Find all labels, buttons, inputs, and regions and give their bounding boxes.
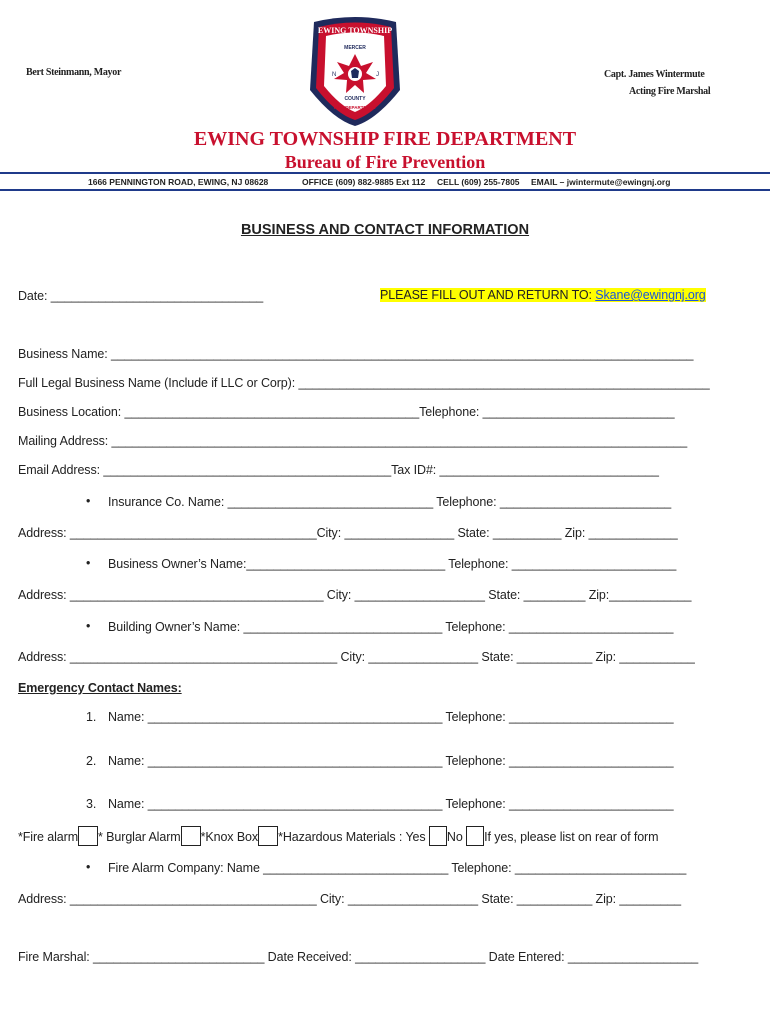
contact-number-1: 1. — [86, 710, 97, 724]
hazmat-no-checkbox[interactable] — [466, 826, 484, 846]
insurance-address-field[interactable]: Address: ____________________________________City: ________________ State: __________ Zip: _____________ — [18, 526, 678, 540]
badge-county2-text: COUNTY — [344, 96, 366, 102]
bullet-building-owner: • — [86, 619, 91, 633]
knox-box-label: *Knox Box — [200, 830, 259, 844]
emergency-contact-1[interactable]: Name: ___________________________________________ Telephone: ________________________ — [108, 710, 674, 724]
hazmat-yes-checkbox[interactable] — [429, 826, 447, 846]
bullet-alarm-company: • — [86, 860, 91, 874]
features-checkbox-row — [18, 826, 658, 846]
mailing-address-field[interactable]: Mailing Address: ____________________________________________________________________________________ — [18, 434, 688, 448]
bullet-insurance: • — [86, 494, 91, 508]
fire-alarm-label: *Fire alarm — [18, 830, 79, 844]
bullet-owner: • — [86, 556, 91, 570]
badge-top-text: EWING TOWNSHIP — [317, 26, 393, 35]
knox-box-checkbox[interactable] — [258, 826, 278, 846]
burglar-alarm-checkbox[interactable] — [181, 826, 201, 846]
return-instruction — [380, 288, 706, 302]
header-rule-bottom — [0, 189, 770, 191]
owner-address-field[interactable]: Address: _____________________________________ City: ___________________ State: _________ Zip:____________ — [18, 588, 692, 602]
burglar-alarm-label: * Burglar Alarm — [98, 830, 181, 844]
instruction-text: PLEASE FILL OUT AND RETURN TO: — [380, 288, 596, 302]
marshal-name: Capt. James Wintermute — [604, 69, 705, 80]
return-email-link[interactable]: Skane@ewingnj.org — [595, 288, 706, 302]
insurance-field[interactable]: Insurance Co. Name: ______________________________ Telephone: _________________________ — [108, 495, 672, 509]
header-rule-top — [0, 172, 770, 174]
building-address-field[interactable]: Address: _______________________________________ City: ________________ State: ___________ Zip: ___________ — [18, 650, 695, 664]
marshal-title: Acting Fire Marshal — [629, 86, 711, 97]
date-field[interactable]: Date: _______________________________ — [18, 289, 264, 303]
hazmat-label: *Hazardous Materials : Yes — [278, 830, 426, 844]
business-location-field[interactable]: Business Location: ___________________________________________Telephone: ____________________________ — [18, 405, 675, 419]
badge-right-letter: J — [376, 72, 379, 78]
email-taxid-field[interactable]: Email Address: __________________________________________Tax ID#: ________________________________ — [18, 463, 659, 477]
department-email: EMAIL – jwintermute@ewingnj.org — [531, 177, 671, 187]
fire-marshal-field[interactable]: Fire Marshal: _________________________ Date Received: ___________________ Date Entered: ___________________ — [18, 950, 699, 964]
legal-name-field[interactable]: Full Legal Business Name (Include if LLC or Corp): ____________________________________________________________ — [18, 376, 710, 390]
emergency-contacts-label: Emergency Contact Names: — [18, 681, 182, 695]
business-owner-field[interactable]: Business Owner’s Name:_____________________________ Telephone: ________________________ — [108, 557, 677, 571]
emergency-contact-3[interactable]: Name: ___________________________________________ Telephone: ________________________ — [108, 797, 674, 811]
fire-alarm-checkbox[interactable] — [78, 826, 98, 846]
badge-left-letter: N — [332, 72, 337, 78]
contact-number-2: 2. — [86, 754, 97, 768]
fire-department-badge — [306, 16, 404, 128]
department-office-phone: OFFICE (609) 882-9885 Ext 112 — [302, 177, 426, 187]
building-owner-field[interactable]: Building Owner’s Name: _____________________________ Telephone: ________________________ — [108, 620, 674, 634]
badge-county-text: MERCER — [344, 45, 366, 51]
emergency-contact-2[interactable]: Name: ___________________________________________ Telephone: ________________________ — [108, 754, 674, 768]
form-title: BUSINESS AND CONTACT INFORMATION — [240, 222, 530, 238]
hazmat-note: If yes, please list on rear of form — [484, 830, 659, 844]
alarm-company-field[interactable]: Fire Alarm Company: Name ___________________________ Telephone: _________________________ — [108, 861, 687, 875]
department-address: 1666 PENNINGTON ROAD, EWING, NJ 08628 — [88, 177, 269, 187]
department-cell-phone: CELL (609) 255-7805 — [437, 177, 520, 187]
alarm-company-address-field[interactable]: Address: ____________________________________ City: ___________________ State: ___________ Zip: _________ — [18, 892, 682, 906]
mayor-name: Bert Steinmann, Mayor — [26, 67, 122, 78]
hazmat-no-label: No — [446, 830, 463, 844]
bureau-name: Bureau of Fire Prevention — [284, 152, 486, 172]
contact-number-3: 3. — [86, 797, 97, 811]
department-name: EWING TOWNSHIP FIRE DEPARTMENT — [193, 128, 577, 150]
business-name-field[interactable]: Business Name: _____________________________________________________________________________________ — [18, 347, 694, 361]
badge-bottom-text: FIRE DEPARTMENT — [333, 105, 377, 110]
